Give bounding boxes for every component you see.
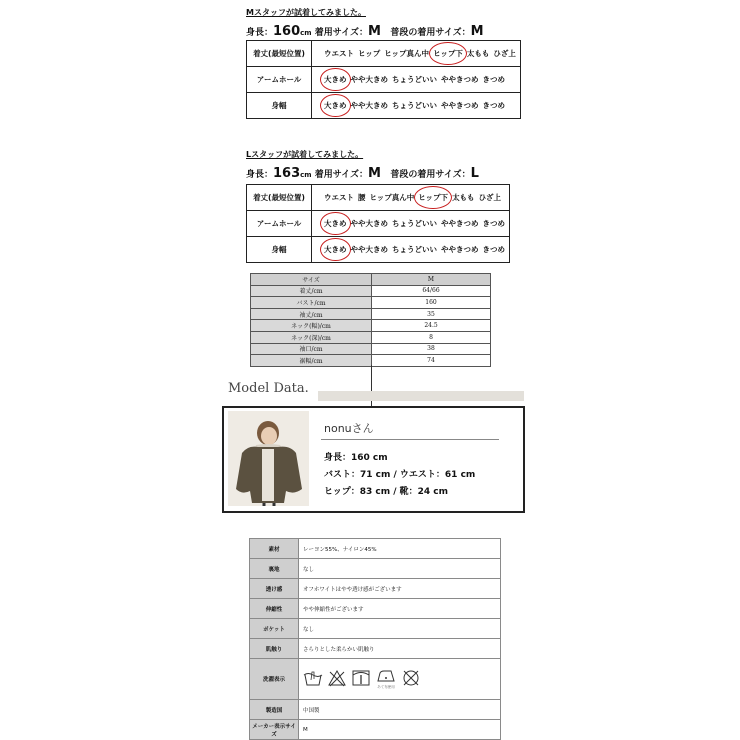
spec-key-cell: 伸縮性 xyxy=(250,599,299,619)
model-height: 身長：160 cm xyxy=(324,453,388,463)
fit-row xyxy=(247,211,510,237)
fit-option: ややきつめ xyxy=(441,75,479,84)
fit-option: ややきつめ xyxy=(441,219,479,228)
size-row xyxy=(251,320,491,332)
m-height-label: 身長： xyxy=(246,28,274,38)
no-dry-clean-icon xyxy=(401,669,421,689)
l-size-value: M xyxy=(368,166,381,181)
spec-row xyxy=(250,559,501,579)
size-row xyxy=(251,343,491,355)
fit-option: ウエスト xyxy=(324,193,354,202)
fit-row-label: 着丈(最短位置) xyxy=(247,41,312,67)
size-value-cell: 35 xyxy=(372,308,491,320)
fit-option: ウエスト xyxy=(324,49,354,58)
spec-row xyxy=(250,659,501,700)
spec-key-cell: メーカー表示サイズ xyxy=(250,720,299,740)
m-usual-value: M xyxy=(470,24,484,39)
spec-value-cell: M xyxy=(299,720,501,740)
line-dry-icon xyxy=(351,669,371,689)
spec-value-cell: やや伸縮性がございます xyxy=(299,599,501,619)
fit-option: ややきつめ xyxy=(441,245,479,254)
fit-option-selected: ヒップ下 xyxy=(433,49,463,58)
size-row xyxy=(251,331,491,343)
fit-row-options xyxy=(312,67,521,93)
fit-row-options xyxy=(312,185,510,211)
connector-line xyxy=(371,365,372,409)
fit-option: 太もも xyxy=(466,49,490,58)
spec-value-cell: オフホワイトはやや透け感がございます xyxy=(299,579,501,599)
fit-row-options xyxy=(312,93,521,119)
fit-option: きつめ xyxy=(482,245,505,254)
model-title-bar xyxy=(318,391,524,401)
fit-option-selected: 大きめ xyxy=(324,75,347,84)
fit-option: ひざ上 xyxy=(478,193,502,202)
fit-option: ややきつめ xyxy=(441,101,479,110)
fit-option: きつめ xyxy=(482,75,505,84)
fit-row-label: アームホール xyxy=(247,67,312,93)
model-photo xyxy=(228,411,309,506)
fit-row-options xyxy=(312,41,521,67)
fit-row xyxy=(247,41,521,67)
spec-row xyxy=(250,579,501,599)
model-bust-waist: バスト：71 cm / ウエスト：61 cm xyxy=(324,470,476,480)
m-staff-heading: Mスタッフが試着してみました。 xyxy=(246,8,366,17)
size-key-cell: 袖口/cm xyxy=(251,343,372,355)
size-key-cell: 着丈/cm xyxy=(251,285,372,297)
l-height-label: 身長： xyxy=(246,170,274,180)
size-value-cell: 24.5 xyxy=(372,320,491,332)
spec-key-cell: 裏地 xyxy=(250,559,299,579)
spec-value-cell: なし xyxy=(299,559,501,579)
fit-option: ヒップ真ん中 xyxy=(384,49,430,58)
size-value-cell: 38 xyxy=(372,343,491,355)
size-key-cell: バスト/cm xyxy=(251,297,372,309)
size-key-cell: 袖丈/cm xyxy=(251,308,372,320)
size-table-header xyxy=(251,274,491,286)
fit-option: ヒップ真ん中 xyxy=(369,193,415,202)
size-key-cell: 裾幅/cm xyxy=(251,355,372,367)
m-height-unit: cm xyxy=(300,29,312,37)
fit-option: ヒップ xyxy=(358,49,381,58)
l-size-label: 着用サイズ： xyxy=(314,170,369,180)
size-header-cell: M xyxy=(372,274,491,286)
m-size-label: 着用サイズ： xyxy=(314,28,369,38)
spec-key-cell: 洗濯表示 xyxy=(250,659,299,700)
fit-option: ちょうどいい xyxy=(392,75,437,84)
model-card xyxy=(222,406,525,513)
l-fit-table xyxy=(246,184,510,263)
fit-option: ひざ上 xyxy=(493,49,516,58)
fit-option: やや大きめ xyxy=(350,219,388,228)
m-height-value: 160 xyxy=(273,24,301,39)
l-staff-info xyxy=(246,166,479,181)
spec-key-cell: 肌触り xyxy=(250,639,299,659)
model-hip-shoe: ヒップ：83 cm / 靴：24 cm xyxy=(324,487,449,497)
spec-value-cell: なし xyxy=(299,619,501,639)
fit-row-label: 身幅 xyxy=(247,237,312,263)
size-value-cell: 74 xyxy=(372,355,491,367)
fit-row xyxy=(247,237,510,263)
size-header-cell: サイズ xyxy=(251,274,372,286)
spec-key-cell: 製造国 xyxy=(250,700,299,720)
spec-value-cell: 中国製 xyxy=(299,700,501,720)
spec-value-cell: レーヨン55%、ナイロン45% xyxy=(299,539,501,559)
fit-row xyxy=(247,93,521,119)
fit-option: きつめ xyxy=(482,219,505,228)
m-fit-table xyxy=(246,40,521,119)
spec-key-cell: 透け感 xyxy=(250,579,299,599)
spec-key-cell: 素材 xyxy=(250,539,299,559)
fit-row-options xyxy=(312,211,510,237)
l-usual-value: L xyxy=(470,166,479,181)
spec-row xyxy=(250,700,501,720)
fit-row xyxy=(247,185,510,211)
iron-icon xyxy=(375,669,397,690)
size-value-cell: 64/66 xyxy=(372,285,491,297)
fit-option: やや大きめ xyxy=(350,75,388,84)
spec-value-cell: さらりとした柔らかい肌触り xyxy=(299,639,501,659)
size-row xyxy=(251,308,491,320)
spec-row xyxy=(250,619,501,639)
fit-option-selected: 大きめ xyxy=(324,101,347,110)
fit-option: 腰 xyxy=(358,193,366,202)
l-height-unit: cm xyxy=(300,171,312,179)
fit-option-selected: 大きめ xyxy=(324,219,347,228)
no-bleach-icon xyxy=(327,669,347,689)
size-key-cell: ネック(深)/cm xyxy=(251,331,372,343)
hand-wash-icon xyxy=(303,669,323,689)
fit-row xyxy=(247,67,521,93)
fit-row-label: 身幅 xyxy=(247,93,312,119)
fit-option: ちょうどいい xyxy=(392,245,437,254)
spec-row xyxy=(250,639,501,659)
spec-row xyxy=(250,720,501,740)
model-figure-icon xyxy=(228,411,309,506)
spec-row xyxy=(250,599,501,619)
m-usual-label: 普段の着用サイズ： xyxy=(390,28,471,38)
size-value-cell: 160 xyxy=(372,297,491,309)
l-height-value: 163 xyxy=(273,166,301,181)
fit-option: きつめ xyxy=(482,101,505,110)
fit-option: ちょうどいい xyxy=(392,101,437,110)
fit-option: やや大きめ xyxy=(350,101,388,110)
size-row xyxy=(251,285,491,297)
m-staff-info xyxy=(246,24,484,39)
size-value-cell: 8 xyxy=(372,331,491,343)
model-divider xyxy=(321,439,499,440)
spec-key-cell: ポケット xyxy=(250,619,299,639)
fit-option: やや大きめ xyxy=(350,245,388,254)
model-section-title: Model Data. xyxy=(228,381,309,396)
model-name: nonuさん xyxy=(324,422,374,435)
fit-option-selected: ヒップ下 xyxy=(418,193,449,202)
fit-option: ちょうどいい xyxy=(392,219,437,228)
m-size-value: M xyxy=(368,24,381,39)
fit-row-options xyxy=(312,237,510,263)
fit-option-selected: 大きめ xyxy=(324,245,347,254)
care-note: あて布使用 xyxy=(377,684,395,689)
fit-row-label: アームホール xyxy=(247,211,312,237)
spec-row xyxy=(250,539,501,559)
spec-table xyxy=(249,538,501,740)
size-table xyxy=(250,273,491,367)
l-staff-heading: Lスタッフが試着してみました。 xyxy=(246,150,364,159)
fit-row-label: 着丈(最短位置) xyxy=(247,185,312,211)
size-key-cell: ネック(幅)/cm xyxy=(251,320,372,332)
fit-option: 太もも xyxy=(452,193,475,202)
l-usual-label: 普段の着用サイズ： xyxy=(390,170,471,180)
spec-value-cell xyxy=(299,659,501,700)
size-row xyxy=(251,297,491,309)
